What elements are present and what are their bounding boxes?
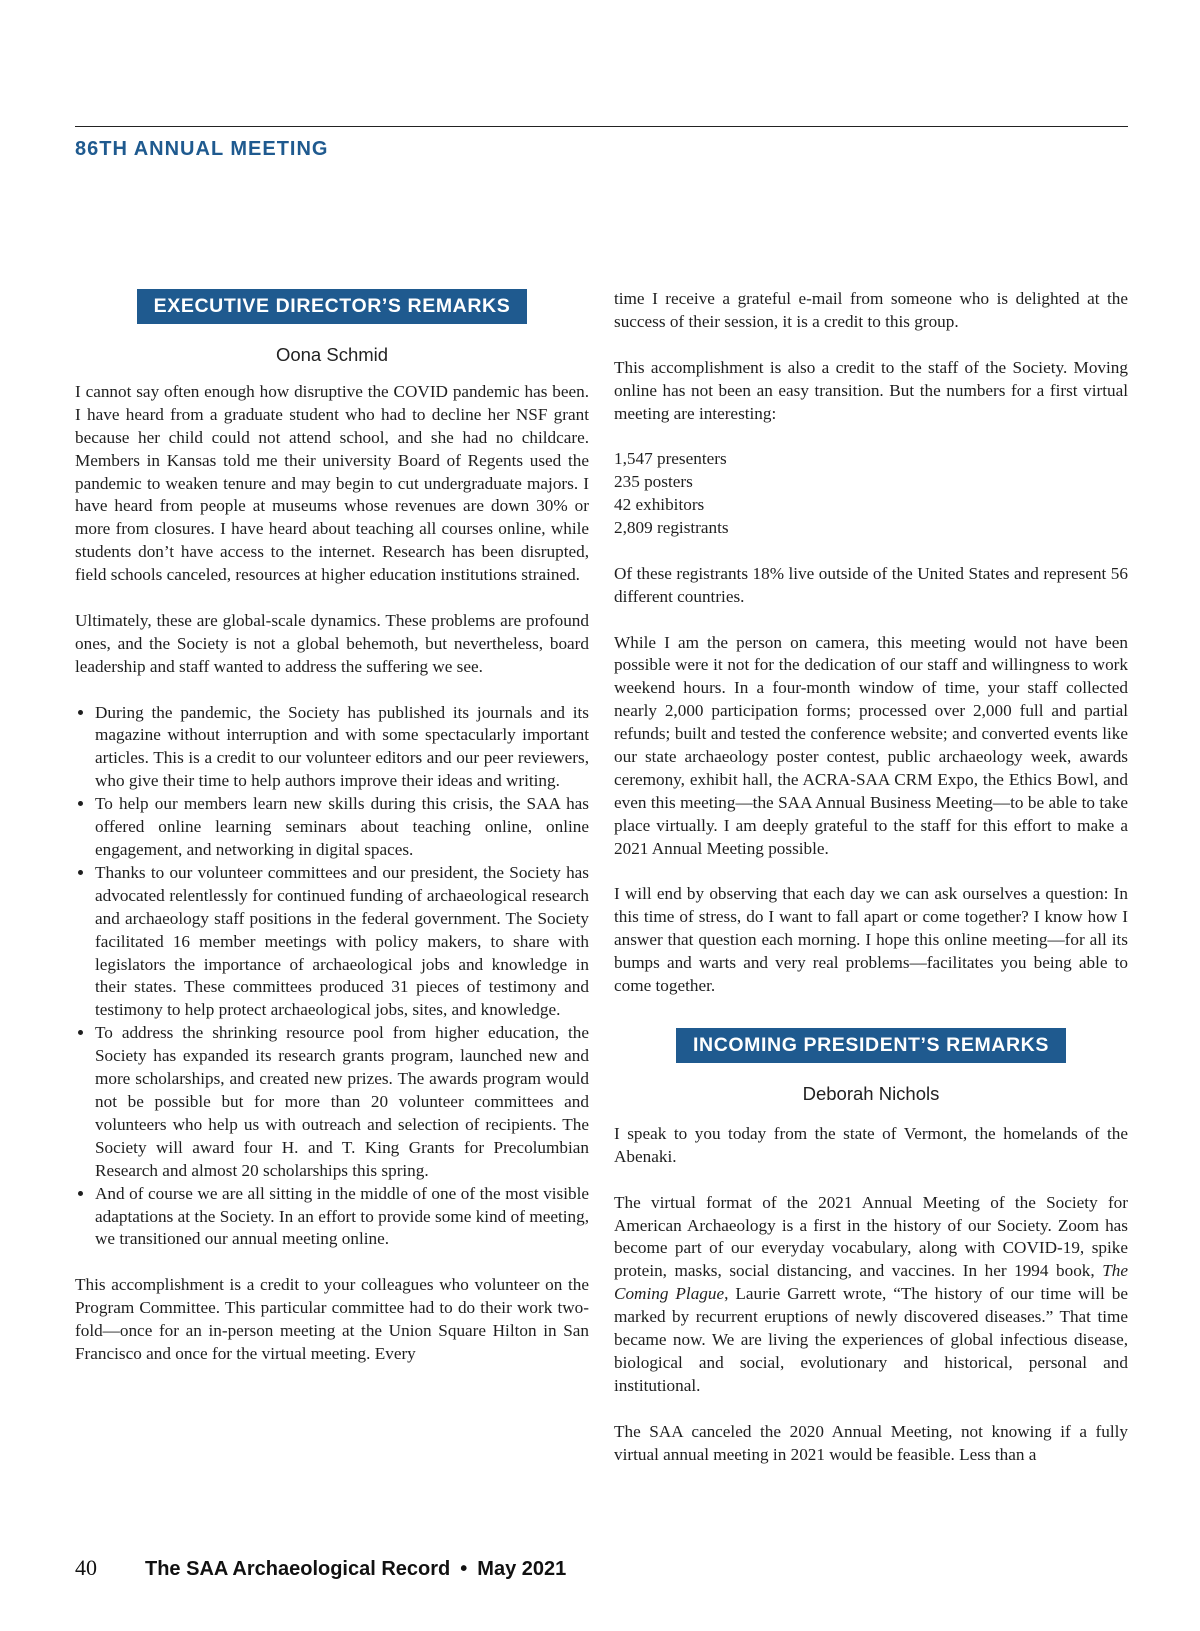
bullet-item: • And of course we are all sitting in the middle of one of the most visible adaptations at the Society. In an effort to provide some kind of meeting, we transitioned our annual meeting online. bbox=[95, 1183, 589, 1252]
left-column bbox=[75, 289, 589, 1389]
right-column bbox=[614, 288, 1128, 1489]
bullet-item: • During the pandemic, the Society has published its journals and its magazine without interruption and with some spectacularly important articles. This is a credit to our volunteer editors and our peer reviewers, who give their time to help authors improve their ideas and writing. bbox=[95, 702, 589, 794]
exec-paragraph-4: This accomplishment is also a credit to the staff of the Society. Moving online has not been an easy transition. But the numbers for a first virtual meeting are interesting: bbox=[614, 357, 1128, 423]
bullet-item: • Thanks to our volunteer committees and our president, the Society has advocated relentlessly for continued funding of archaeological research and archaeology staff positions in the federal government. The Society facilitated 16 member meetings with policy makers, to share with legislators the importance of archaeological jobs and knowledge in their states. These committees produced 31 pieces of testimony and testimony to help protect archaeological jobs, sites, and knowledge. bbox=[95, 862, 589, 1022]
exec-remarks-banner: EXECUTIVE DIRECTOR’S REMARKS bbox=[137, 289, 528, 324]
exec-paragraph-2: Ultimately, these are global-scale dynamics. These problems are profound ones, and the Society is not a global behemoth, but nevertheless, board leadership and staff wanted to address the suffering we see. bbox=[75, 610, 589, 676]
pres-author: Deborah Nichols bbox=[802, 1083, 940, 1105]
header-rule bbox=[75, 126, 1128, 127]
pres-remarks-banner: INCOMING PRESIDENT’S REMARKS bbox=[676, 1028, 1066, 1063]
stat-item: 42 exhibitors bbox=[614, 495, 705, 515]
pres-paragraph-1: I speak to you today from the state of Vermont, the homelands of the Abenaki. bbox=[614, 1123, 1128, 1166]
page-footer bbox=[75, 1555, 566, 1581]
exec-paragraph-6: While I am the person on camera, this meeting would not have been possible were it not for the dedication of our staff and willingness to work weekend hours. In a four-month window of time, your staff collected nearly 2,000 participation forms; processed over 2,000 full and partial refunds; built and tested the conference website; and converted events like our state archaeology poster contest, public archaeology week, awards ceremony, exhibit hall, the ACRA-SAA CRM Expo, the Ethics Bowl, and even this meeting—the SAA Annual Business Meeting—to be able to take place virtually. I am deeply grateful to the staff for this effort to make a 2021 Annual Meeting possible. bbox=[614, 632, 1128, 858]
book-title: The Coming Plague bbox=[614, 1261, 1128, 1304]
exec-paragraph-1: I cannot say often enough how disruptive the COVID pandemic has been. I have heard from a graduate student who had to decline her NSF grant because her child could not attend school, and she had no childcare. Members in Kansas told me their university Board of Regents used the pandemic to weaken tenure and may begin to cut undergraduate majors. I have heard from people at museums whose revenues are down 30% or more from closures. I have heard about teaching all courses online, while students don’t have access to the internet. Research has been disrupted, field schools canceled, resources at higher education institutions strained. bbox=[75, 381, 589, 585]
stat-item: 1,547 presenters bbox=[614, 449, 727, 469]
section-label: 86TH ANNUAL MEETING bbox=[75, 138, 329, 160]
exec-paragraph-3: This accomplishment is a credit to your colleagues who volunteer on the Program Committee. This particular committee had to do their work two-fold—once for an in-person meeting at the Union Square Hilton in San Francisco and once for the virtual meeting. Every bbox=[75, 1275, 589, 1363]
pres-paragraph-2 bbox=[614, 1192, 1128, 1398]
exec-bullet-list bbox=[75, 702, 589, 1252]
exec-paragraph-7: I will end by observing that each day we can ask ourselves a question: In this time of stress, do I want to fall apart or come together? I know how I answer that question each morning. I hope this online meeting—for all its bumps and warts and very real problems—facilitates you being able to come together. bbox=[614, 884, 1128, 996]
pres-paragraph-3: The SAA canceled the 2020 Annual Meeting, not knowing if a fully virtual annual meeting in 2021 would be feasible. Less than a bbox=[614, 1421, 1128, 1464]
bullet-item: • To address the shrinking resource pool from higher education, the Society has expanded its research grants program, launched new and more scholarships, and created new prizes. The awards program would not be possible but for more than 20 volunteer committees and volunteers who help us with outreach and selection of recipients. The Society will award four H. and T. King Grants for Precolumbian Research and almost 20 scholarships this spring. bbox=[95, 1022, 589, 1182]
exec-banner-wrap bbox=[75, 289, 589, 324]
stat-item: 2,809 registrants bbox=[614, 518, 729, 538]
bullet-item: • To help our members learn new skills during this crisis, the SAA has offered online learning seminars about teaching online, online engagement, and networking in digital spaces. bbox=[95, 793, 589, 862]
issue-date: May 2021 bbox=[477, 1558, 567, 1580]
pres-paragraph-2-b: , Laurie Garrett wrote, “The history of our time will be marked by recurrent eruptions of newly discovered diseases.” That time became now. We are living the experiences of global infectious disease, biological and social, evolutionary and historical, personal and institutional. bbox=[614, 1284, 1128, 1395]
exec-paragraph-5: Of these registrants 18% live outside of the United States and represent 56 different countries. bbox=[614, 563, 1128, 606]
exec-paragraph-3-continued: time I receive a grateful e-mail from someone who is delighted at the success of their session, it is a credit to this group. bbox=[614, 289, 1128, 331]
publication-title: The SAA Archaeological Record bbox=[145, 1558, 451, 1580]
exec-author: Oona Schmid bbox=[275, 344, 389, 365]
pres-paragraph-2-a: The virtual format of the 2021 Annual Meeting of the Society for American Archaeology is a first in the history of our Society. Zoom has become part of our everyday vocabulary, along with COVID-19, spike protein, masks, social distancing, and vaccines. In her 1994 book, bbox=[614, 1192, 1128, 1281]
page-number: 40 bbox=[75, 1555, 97, 1580]
footer-separator: • bbox=[460, 1558, 468, 1580]
meeting-stats-list bbox=[614, 448, 1128, 540]
pres-banner-wrap bbox=[614, 1028, 1128, 1063]
stat-item: 235 posters bbox=[614, 472, 693, 492]
